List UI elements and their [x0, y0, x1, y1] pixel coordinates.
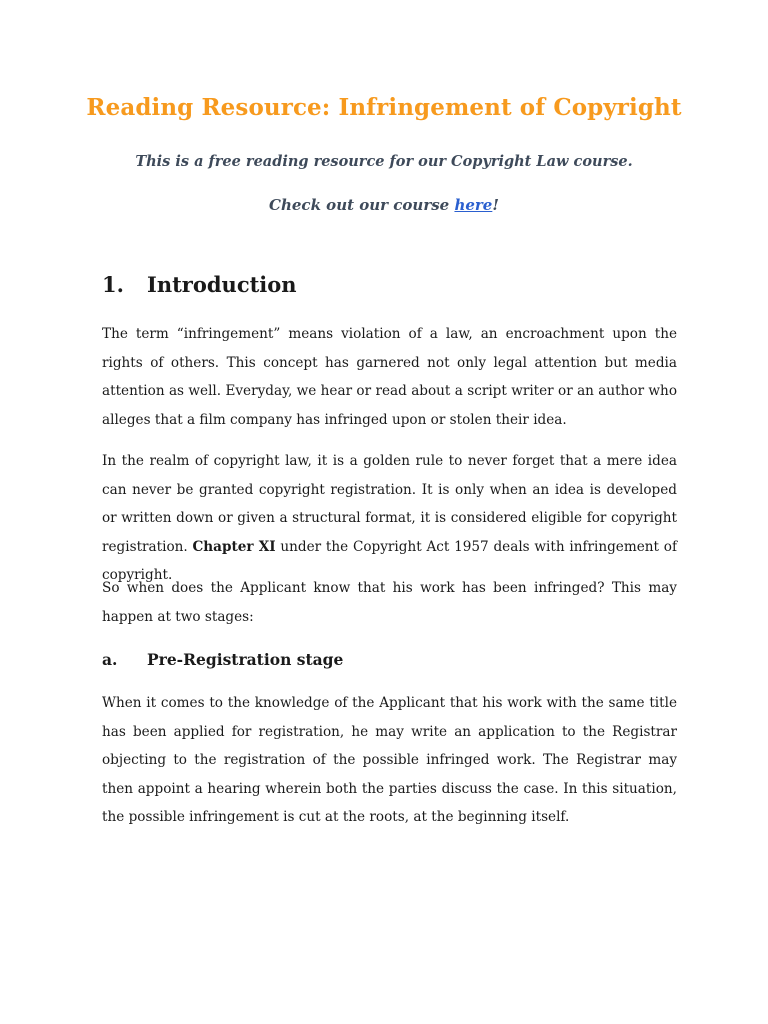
paragraph-golden-rule-tail: under the Copyright Act 1957 deals with infringement of copyright.	[102, 538, 677, 583]
subsection-number: a.	[102, 650, 118, 669]
course-callout-suffix: !	[492, 196, 499, 214]
paragraph-pre-registration: When it comes to the knowledge of the Applicant that his work with the same title has been applied for registration, he may write an application to the Registrar objecting to the registration of the possible infringed work. The Registrar may then appoint a hearing wherein both the parties discuss the case. In this situation, the possible infringement is cut at the roots, at the beginning itself.	[102, 695, 677, 825]
paragraph-golden-rule	[102, 447, 677, 590]
section-heading-introduction	[102, 272, 297, 297]
section-number: 1.	[102, 272, 124, 297]
course-link[interactable]: here	[454, 196, 493, 214]
course-callout-prefix: Check out our course	[269, 196, 455, 214]
subsection-heading-pre-registration	[102, 650, 343, 669]
section-title: Introduction	[147, 272, 297, 297]
subsection-title: Pre-Registration stage	[147, 650, 344, 669]
paragraph-infringement-definition: The term “infringement” means violation of a law, an encroachment upon the rights of others. This concept has garnered not only legal attention but media attention as well. Everyday, we hear or read about a script writer or an author who alleges that a film company has infringed upon or stolen their idea.	[102, 326, 677, 428]
paragraph-stages-intro: So when does the Applicant know that his work has been infringed? This may happen at two stages:	[102, 580, 677, 625]
document-subtitle: This is a free reading resource for our Copyright Law course.	[135, 153, 633, 170]
document-title: Reading Resource: Infringement of Copyright	[86, 94, 682, 121]
paragraph-golden-rule-text: In the realm of copyright law, it is a golden rule to never forget that a mere idea can never be granted copyright registration. It is only when an idea is developed or written down or given a structural format, it is considered eligible for copyright registration.	[102, 453, 677, 555]
chapter-reference: Chapter XI	[192, 538, 276, 555]
course-callout	[0, 196, 768, 214]
